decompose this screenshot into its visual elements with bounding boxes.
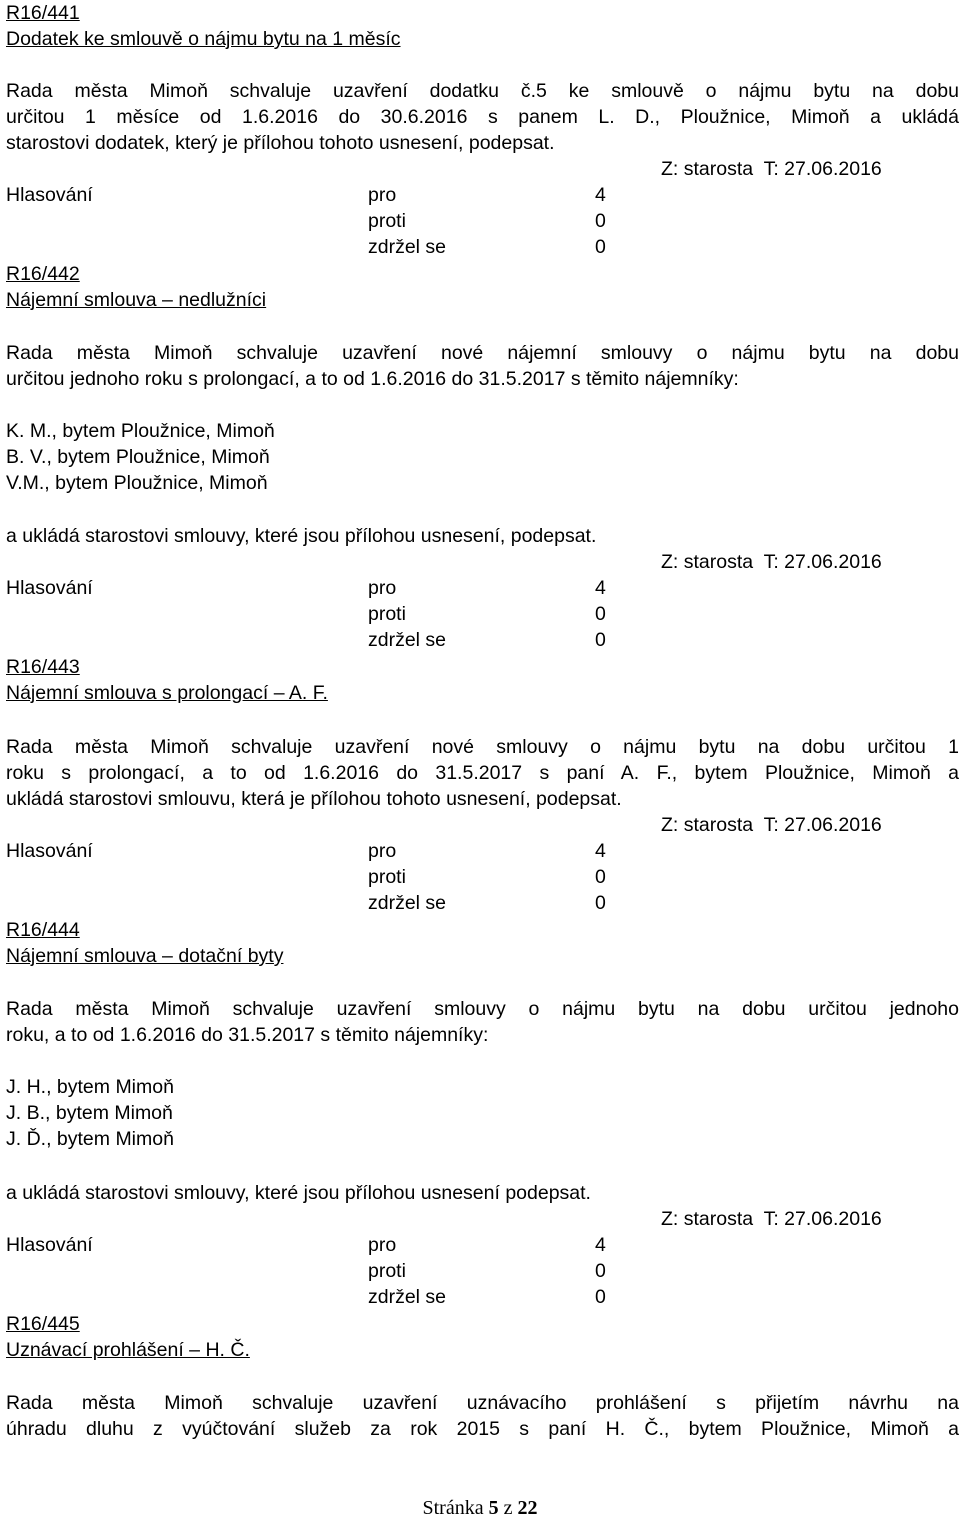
vote-for-value: 4 [595, 1234, 606, 1256]
vote-for-label: pro [368, 1234, 397, 1256]
vote-for-value: 4 [595, 840, 606, 862]
resolution-text-line: roku, a to od 1.6.2016 do 31.5.2017 s těmito nájemníky: [6, 1024, 489, 1046]
vote-abstain-value: 0 [595, 629, 606, 651]
tenant-item: J. B., bytem Mimoň [6, 1102, 173, 1124]
page-label: Stránka [422, 1497, 484, 1519]
resolution-text-line: starostovi dodatek, který je přílohou tohoto usnesení, podepsat. [6, 132, 555, 154]
resolution-text-line: určitou jednoho roku s prolongací, a to od 1.6.2016 do 31.5.2017 s těmito nájemníky: [6, 368, 739, 390]
vote-against-label: proti [368, 603, 406, 625]
resolution-title: Nájemní smlouva – dotační byty [6, 945, 284, 967]
vote-abstain-label: zdržel se [368, 1286, 447, 1308]
vote-abstain-value: 0 [595, 1286, 606, 1308]
resolution-title: Nájemní smlouva – nedlužníci [6, 289, 267, 311]
vote-against-value: 0 [595, 866, 606, 888]
vote-for-label: pro [368, 840, 397, 862]
resolution-text-line: Rada města Mimoň schvaluje uzavření smlouvy o nájmu bytu na dobu určitou jednoho [6, 998, 959, 1020]
vote-abstain-value: 0 [595, 236, 606, 258]
tenant-item: K. M., bytem Ploužnice, Mimoň [6, 420, 275, 442]
vote-against-value: 0 [595, 210, 606, 232]
vote-abstain-value: 0 [595, 892, 606, 914]
vote-against-value: 0 [595, 603, 606, 625]
vote-abstain-label: zdržel se [368, 629, 447, 651]
resolution-text-line: Rada města Mimoň schvaluje uzavření nové nájemní smlouvy o nájmu bytu na dobu [6, 342, 959, 364]
vote-for-label: pro [368, 577, 397, 599]
resolution-text-line: roku s prolongací, a to od 1.6.2016 do 31.5.2017 s paní A. F., bytem Ploužnice, Mimoň a [6, 762, 959, 784]
vote-abstain-label: zdržel se [368, 892, 447, 914]
page-of-label: z [503, 1497, 513, 1519]
tenant-item: V.M., bytem Ploužnice, Mimoň [6, 472, 268, 494]
resolution-id: R16/442 [6, 263, 80, 285]
vote-label: Hlasování [6, 1234, 93, 1256]
resolution-title: Dodatek ke smlouvě o nájmu bytu na 1 měsíc [6, 28, 401, 50]
resolution-id: R16/441 [6, 2, 80, 24]
vote-against-label: proti [368, 866, 406, 888]
tenant-item: J. Ď., bytem Mimoň [6, 1128, 174, 1150]
resolution-id: R16/444 [6, 919, 80, 941]
tenant-item: B. V., bytem Ploužnice, Mimoň [6, 446, 270, 468]
vote-for-value: 4 [595, 184, 606, 206]
resolution-text-line: Rada města Mimoň schvaluje uzavření dodatku č.5 ke smlouvě o nájmu bytu na dobu [6, 80, 959, 102]
resolution-text-line: určitou 1 měsíce od 1.6.2016 do 30.6.2016 s panem L. D., Ploužnice, Mimoň a ukládá [6, 106, 959, 128]
responsible-deadline: Z: starosta T: 27.06.2016 [661, 158, 882, 180]
vote-against-label: proti [368, 210, 406, 232]
resolution-title: Uznávací prohlášení – H. Č. [6, 1339, 250, 1361]
resolution-title: Nájemní smlouva s prolongací – A. F. [6, 682, 328, 704]
responsible-deadline: Z: starosta T: 27.06.2016 [661, 1208, 882, 1230]
page-total: 22 [517, 1497, 538, 1519]
vote-for-value: 4 [595, 577, 606, 599]
resolution-text-line: úhradu dluhu z vyúčtování služeb za rok 2015 s paní H. Č., bytem Ploužnice, Mimoň a [6, 1418, 959, 1440]
vote-abstain-label: zdržel se [368, 236, 447, 258]
page-number: 5 [488, 1497, 499, 1519]
resolution-text-line: ukládá starostovi smlouvu, která je přílohou tohoto usnesení, podepsat. [6, 788, 622, 810]
tenant-item: J. H., bytem Mimoň [6, 1076, 174, 1098]
vote-against-label: proti [368, 1260, 406, 1282]
resolution-text-line: Rada města Mimoň schvaluje uzavření uznávacího prohlášení s přijetím návrhu na [6, 1392, 959, 1414]
vote-against-value: 0 [595, 1260, 606, 1282]
responsible-deadline: Z: starosta T: 27.06.2016 [661, 814, 882, 836]
vote-for-label: pro [368, 184, 397, 206]
page-footer [0, 1496, 960, 1520]
vote-label: Hlasování [6, 184, 93, 206]
resolution-text-line: Rada města Mimoň schvaluje uzavření nové smlouvy o nájmu bytu na dobu určitou 1 [6, 736, 959, 758]
resolution-id: R16/443 [6, 656, 80, 678]
responsible-deadline: Z: starosta T: 27.06.2016 [661, 551, 882, 573]
resolution-closing: a ukládá starostovi smlouvy, které jsou přílohou usnesení podepsat. [6, 1182, 591, 1204]
vote-label: Hlasování [6, 840, 93, 862]
resolution-id: R16/445 [6, 1313, 80, 1335]
resolution-closing: a ukládá starostovi smlouvy, které jsou přílohou usnesení, podepsat. [6, 525, 597, 547]
vote-label: Hlasování [6, 577, 93, 599]
